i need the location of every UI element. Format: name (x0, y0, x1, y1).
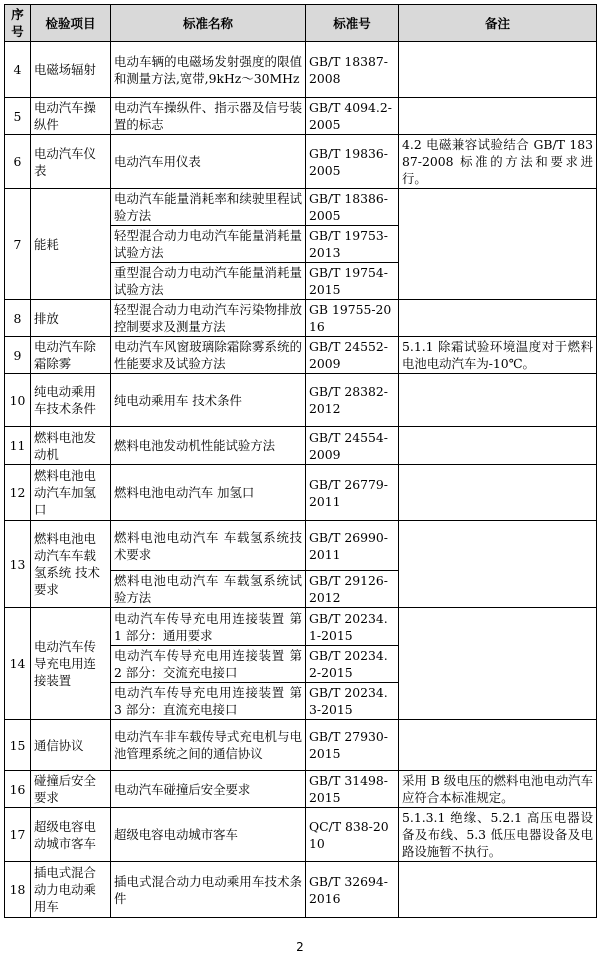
remark-cell: 5.1.1 除霜试验环境温度对于燃料电池电动汽车为-10℃。 (399, 337, 597, 374)
standard-name: 电动汽车操纵件、指示器及信号装置的标志 (111, 98, 306, 135)
inspection-item: 燃料电池电动汽车加氢口 (31, 465, 111, 521)
standard-code: GB/T 29126-2012 (306, 571, 399, 608)
remark-cell (399, 374, 597, 427)
standard-name: 轻型混合动力电动汽车能量消耗量试验方法 (111, 226, 306, 263)
page-number: 2 (296, 940, 304, 954)
table-row (5, 189, 597, 226)
header-item: 检验项目 (31, 5, 111, 42)
inspection-item: 通信协议 (31, 720, 111, 771)
header-name: 标准名称 (111, 5, 306, 42)
remark-cell (399, 465, 597, 521)
remark-cell (399, 427, 597, 465)
row-number: 12 (5, 465, 31, 521)
table-body (5, 42, 597, 918)
table-row (5, 427, 597, 465)
row-number: 6 (5, 135, 31, 189)
remark-cell (399, 720, 597, 771)
inspection-item: 插电式混合动力电动乘用车 (31, 862, 111, 918)
standard-code: GB/T 20234.2-2015 (306, 646, 399, 683)
standard-code: GB/T 20234.3-2015 (306, 683, 399, 720)
standard-name: 电动汽车传导充电用连接装置 第 1 部分：通用要求 (111, 608, 306, 646)
row-number: 16 (5, 771, 31, 808)
table-row (5, 608, 597, 646)
standard-code: GB/T 32694-2016 (306, 862, 399, 918)
table-row (5, 808, 597, 862)
row-number: 11 (5, 427, 31, 465)
inspection-item: 能耗 (31, 189, 111, 300)
remark-cell (399, 189, 597, 300)
inspection-item: 电动汽车仪表 (31, 135, 111, 189)
standard-name: 超级电容电动城市客车 (111, 808, 306, 862)
standard-name: 电动汽车传导充电用连接装置 第 3 部分：直流充电接口 (111, 683, 306, 720)
remark-cell: 5.1.3.1 绝缘、5.2.1 高压电器设备及布线、5.3 低压电器设备及电路设施暂不执行。 (399, 808, 597, 862)
standard-name: 电动汽车风窗玻璃除霜除雾系统的性能要求及试验方法 (111, 337, 306, 374)
standard-code: GB/T 24552-2009 (306, 337, 399, 374)
standard-name: 燃料电池电动汽车 车载氢系统试验方法 (111, 571, 306, 608)
standard-code: GB/T 19836-2005 (306, 135, 399, 189)
standard-code: GB/T 27930-2015 (306, 720, 399, 771)
remark-cell (399, 98, 597, 135)
table-row (5, 720, 597, 771)
inspection-item: 碰撞后安全要求 (31, 771, 111, 808)
header-code: 标准号 (306, 5, 399, 42)
standard-name: 电动汽车碰撞后安全要求 (111, 771, 306, 808)
header-no: 序号 (5, 5, 31, 42)
standard-code: GB/T 28382-2012 (306, 374, 399, 427)
remark-cell (399, 608, 597, 720)
remark-cell (399, 862, 597, 918)
table-row (5, 465, 597, 521)
standard-name: 电动汽车能量消耗率和续驶里程试验方法 (111, 189, 306, 226)
row-number: 4 (5, 42, 31, 98)
row-number: 9 (5, 337, 31, 374)
row-number: 15 (5, 720, 31, 771)
standards-table (4, 4, 597, 918)
inspection-item: 电磁场辐射 (31, 42, 111, 98)
standard-name: 纯电动乘用车 技术条件 (111, 374, 306, 427)
standard-code: GB/T 4094.2-2005 (306, 98, 399, 135)
inspection-item: 超级电容电动城市客车 (31, 808, 111, 862)
header-remark: 备注 (399, 5, 597, 42)
standard-code: GB/T 26779-2011 (306, 465, 399, 521)
remark-cell (399, 300, 597, 337)
inspection-item: 电动汽车传导充电用连接装置 (31, 608, 111, 720)
row-number: 18 (5, 862, 31, 918)
standard-code: GB/T 18387-2008 (306, 42, 399, 98)
inspection-item: 燃料电池电动汽车车载氢系统 技术要求 (31, 521, 111, 608)
header-row (5, 5, 597, 42)
row-number: 13 (5, 521, 31, 608)
table-row (5, 521, 597, 571)
table-row (5, 42, 597, 98)
table-row (5, 862, 597, 918)
standard-code: GB/T 19753-2013 (306, 226, 399, 263)
table-row (5, 300, 597, 337)
standard-code: GB/T 20234.1-2015 (306, 608, 399, 646)
standard-name: 燃料电池电动汽车 车载氢系统技术要求 (111, 521, 306, 571)
standard-code: GB/T 26990-2011 (306, 521, 399, 571)
standard-name: 电动车辆的电磁场发射强度的限值和测量方法,宽带,9kHz～30MHz (111, 42, 306, 98)
remark-cell (399, 42, 597, 98)
standard-name: 燃料电池发动机性能试验方法 (111, 427, 306, 465)
table-row (5, 98, 597, 135)
standard-code: GB/T 24554-2009 (306, 427, 399, 465)
remark-cell: 4.2 电磁兼容试验结合 GB/T 18387-2008 标准的方法和要求进行。 (399, 135, 597, 189)
standard-code: GB/T 18386-2005 (306, 189, 399, 226)
row-number: 17 (5, 808, 31, 862)
standard-name: 电动汽车用仪表 (111, 135, 306, 189)
remark-cell: 采用 B 级电压的燃料电池电动汽车应符合本标准规定。 (399, 771, 597, 808)
standard-name: 燃料电池电动汽车 加氢口 (111, 465, 306, 521)
standard-name: 电动汽车非车载传导式充电机与电池管理系统之间的通信协议 (111, 720, 306, 771)
row-number: 14 (5, 608, 31, 720)
table-row (5, 374, 597, 427)
standard-name: 电动汽车传导充电用连接装置 第 2 部分：交流充电接口 (111, 646, 306, 683)
inspection-item: 排放 (31, 300, 111, 337)
row-number: 10 (5, 374, 31, 427)
table-row (5, 337, 597, 374)
remark-cell (399, 521, 597, 608)
standard-name: 重型混合动力电动汽车能量消耗量试验方法 (111, 263, 306, 300)
standard-name: 轻型混合动力电动汽车污染物排放控制要求及测量方法 (111, 300, 306, 337)
inspection-item: 电动汽车除霜除雾 (31, 337, 111, 374)
standard-code: GB 19755-2016 (306, 300, 399, 337)
table-row (5, 135, 597, 189)
row-number: 8 (5, 300, 31, 337)
inspection-item: 纯电动乘用车技术条件 (31, 374, 111, 427)
inspection-item: 电动汽车操纵件 (31, 98, 111, 135)
standard-name: 插电式混合动力电动乘用车技术条件 (111, 862, 306, 918)
standard-code: GB/T 19754-2015 (306, 263, 399, 300)
row-number: 7 (5, 189, 31, 300)
standard-code: GB/T 31498-2015 (306, 771, 399, 808)
table-row (5, 771, 597, 808)
inspection-item: 燃料电池发动机 (31, 427, 111, 465)
row-number: 5 (5, 98, 31, 135)
standard-code: QC/T 838-2010 (306, 808, 399, 862)
